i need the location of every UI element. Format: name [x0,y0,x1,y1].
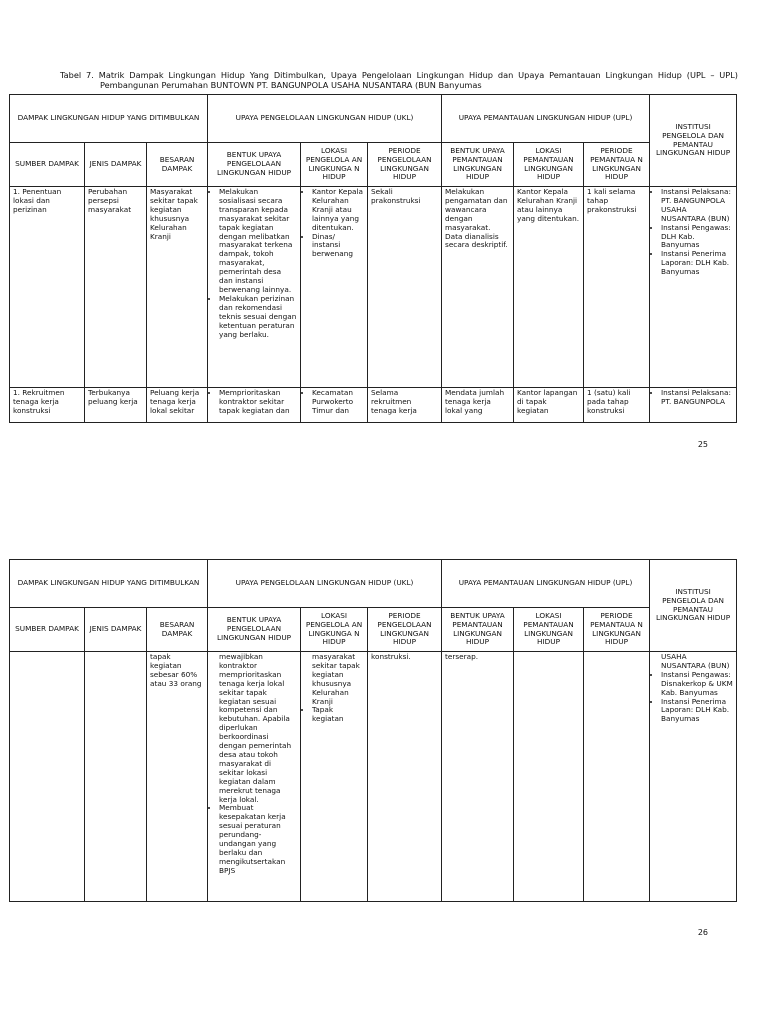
institusi-continued: USAHA NUSANTARA (BUN) [661,652,730,670]
cell-besaran: Peluang kerja tenaga kerja lokal sekitar [147,388,208,423]
header-upl: UPAYA PEMANTAUAN LINGKUNGAN HIDUP (UPL) [442,560,650,608]
list-item: • Instansi Pengawas: DLH Kab. Banyumas [661,224,733,251]
group-header-row [10,560,737,608]
list-item: • Melakukan sosialisasi secara transparan kepada masyarakat sekitar tapak kegiatan dengan melibatkan masyarakat terkena dampak, tokoh masyarakat, pemerintah desa dan instansi berwenang lainnya. [219,188,297,295]
page-number: 25 [697,440,708,449]
cell-bentuk-upl: Mendata jumlah tenaga kerja lokal yang [442,388,514,423]
list-item: • Memprioritaskan kontraktor sekitar tapak kegiatan dan [219,389,297,416]
subheader-jenis: JENIS DAMPAK [85,143,147,187]
cell-lokasi-upl [514,652,584,902]
cell-periode-upl: 1 (satu) kali pada tahap konstruksi [584,388,650,423]
list-item: • Membuat kesepakatan kerja sesuai peraturan perundang-undangan yang berlaku dan mengikutsertakan BPJS [219,804,297,875]
cell-periode-upl [584,652,650,902]
table-row [10,652,737,902]
list-item: • Dinas/ instansi berwenang [312,233,364,260]
cell-institusi [650,187,737,388]
subheader-bentuk-ukl: BENTUK UPAYA PENGELOLAAN LINGKUNGAN HIDUP [208,608,301,652]
cell-bentuk-ukl [208,187,301,388]
subheader-sumber: SUMBER DAMPAK [10,608,85,652]
list-item: • Kantor Kepala Kelurahan Kranji atau lainnya yang ditentukan. [312,188,364,233]
subheader-lokasi-ukl: LOKASI PENGELOLA AN LINGKUNGA N HIDUP [301,143,368,187]
subheader-bentuk-upl: BENTUK UPAYA PEMANTAUAN LINGKUNGAN HIDUP [442,143,514,187]
list-item: • Tapak kegiatan [312,706,364,724]
cell-besaran: tapak kegiatan sebesar 60% atau 33 orang [147,652,208,902]
cell-jenis [85,652,147,902]
group-header-row [10,95,737,143]
cell-bentuk-upl: terserap. [442,652,514,902]
list-item: • Instansi Penerima Laporan: DLH Kab. Banyumas [661,250,733,277]
subheader-bentuk-ukl: BENTUK UPAYA PENGELOLAAN LINGKUNGAN HIDUP [208,143,301,187]
list-item: • Instansi Pengawas: Disnakerkop & UKM Kab. Banyumas [661,671,733,698]
header-upl: UPAYA PEMANTAUAN LINGKUNGAN HIDUP (UPL) [442,95,650,143]
cell-bentuk-ukl [208,652,301,902]
subheader-lokasi-upl: LOKASI PEMANTAUAN LINGKUNGAN HIDUP [514,143,584,187]
cell-periode-ukl: Selama rekruitmen tenaga kerja [368,388,442,423]
cell-lokasi-upl: Kantor Kepala Kelurahan Kranji atau lainnya yang ditentukan. [514,187,584,388]
caption-line-2: Pembangunan Perumahan BUNTOWN PT. BANGUNPOLA USAHA NUSANTARA (BUN Banyumas [100,80,482,90]
lokasi-ukl-continued: masyarakat sekitar tapak kegiatan khususnya Kelurahan Kranji [312,652,360,706]
cell-jenis: Terbukanya peluang kerja [85,388,147,423]
cell-sumber [10,652,85,902]
list-item: • Melakukan perizinan dan rekomendasi teknis sesuai dengan ketentuan peraturan yang berlaku. [219,295,297,340]
subheader-periode-upl: PERIODE PEMANTAUA N LINGKUNGAN HIDUP [584,143,650,187]
header-dampak: DAMPAK LINGKUNGAN HIDUP YANG DITIMBULKAN [10,95,208,143]
table-row [10,187,737,388]
cell-bentuk-ukl [208,388,301,423]
cell-bentuk-upl: Melakukan pengamatan dan wawancara dengan masyarakat. Data dianalisis secara deskriptif. [442,187,514,388]
bentuk-ukl-continued: mewajibkan kontraktor memprioritaskan tenaga kerja lokal sekitar tapak kegiatan sesuai kompetensi dan kebutuhan. Apabila diperlukan berkoordinasi dengan pemerintah desa atau tokoh masyarakat di sekitar lokasi kegiatan dalam merekrut tenaga kerja lokal. [219,652,292,804]
cell-lokasi-ukl [301,187,368,388]
cell-sumber: 1. Rekruitmen tenaga kerja konstruksi [10,388,85,423]
subheader-besaran: BESARAN DAMPAK [147,608,208,652]
caption-line-1: Tabel 7. Matrik Dampak Lingkungan Hidup Yang Ditimbulkan, Upaya Pengelolaan Lingkungan Hidup dan Upaya Pemantauan Lingkungan Hidup (UPL – UPL) [60,70,738,80]
subheader-jenis: JENIS DAMPAK [85,608,147,652]
subheader-lokasi-upl: LOKASI PEMANTAUAN LINGKUNGAN HIDUP [514,608,584,652]
sub-header-row [10,608,737,652]
impact-matrix-table-page1 [9,94,737,423]
cell-periode-upl: 1 kali selama tahap prakonstruksi [584,187,650,388]
cell-sumber: 1. Penentuan lokasi dan perizinan [10,187,85,388]
subheader-bentuk-upl: BENTUK UPAYA PEMANTAUAN LINGKUNGAN HIDUP [442,608,514,652]
cell-periode-ukl: konstruksi. [368,652,442,902]
sub-header-row [10,143,737,187]
page-number: 26 [697,928,708,937]
header-ukl: UPAYA PENGELOLAAN LINGKUNGAN HIDUP (UKL) [208,560,442,608]
header-institusi: INSTITUSI PENGELOLA DAN PEMANTAU LINGKUNGAN HIDUP [650,560,737,652]
table-row [10,388,737,423]
subheader-besaran: BESARAN DAMPAK [147,143,208,187]
cell-lokasi-ukl [301,652,368,902]
list-item: • Instansi Pelaksana: PT. BANGUNPOLA [661,389,733,407]
cell-institusi [650,388,737,423]
cell-periode-ukl: Sekali prakonstruksi [368,187,442,388]
table-caption [60,70,738,90]
subheader-periode-ukl: PERIODE PENGELOLAAN LINGKUNGAN HIDUP [368,608,442,652]
subheader-periode-ukl: PERIODE PENGELOLAAN LINGKUNGAN HIDUP [368,143,442,187]
cell-institusi [650,652,737,902]
cell-jenis: Perubahan persepsi masyarakat [85,187,147,388]
header-ukl: UPAYA PENGELOLAAN LINGKUNGAN HIDUP (UKL) [208,95,442,143]
impact-matrix-table-page2 [9,559,737,902]
list-item: • Instansi Pelaksana: PT. BANGUNPOLA USAHA NUSANTARA (BUN) [661,188,733,224]
cell-lokasi-upl: Kantor lapangan di tapak kegiatan [514,388,584,423]
subheader-sumber: SUMBER DAMPAK [10,143,85,187]
header-institusi: INSTITUSI PENGELOLA DAN PEMANTAU LINGKUNGAN HIDUP [650,95,737,187]
list-item: • Instansi Penerima Laporan: DLH Kab. Banyumas [661,698,733,725]
subheader-periode-upl: PERIODE PEMANTAUA N LINGKUNGAN HIDUP [584,608,650,652]
list-item: • Kecamatan Purwokerto Timur dan [312,389,364,416]
cell-lokasi-ukl [301,388,368,423]
cell-besaran: Masyarakat sekitar tapak kegiatan khususnya Kelurahan Kranji [147,187,208,388]
subheader-lokasi-ukl: LOKASI PENGELOLA AN LINGKUNGA N HIDUP [301,608,368,652]
header-dampak: DAMPAK LINGKUNGAN HIDUP YANG DITIMBULKAN [10,560,208,608]
